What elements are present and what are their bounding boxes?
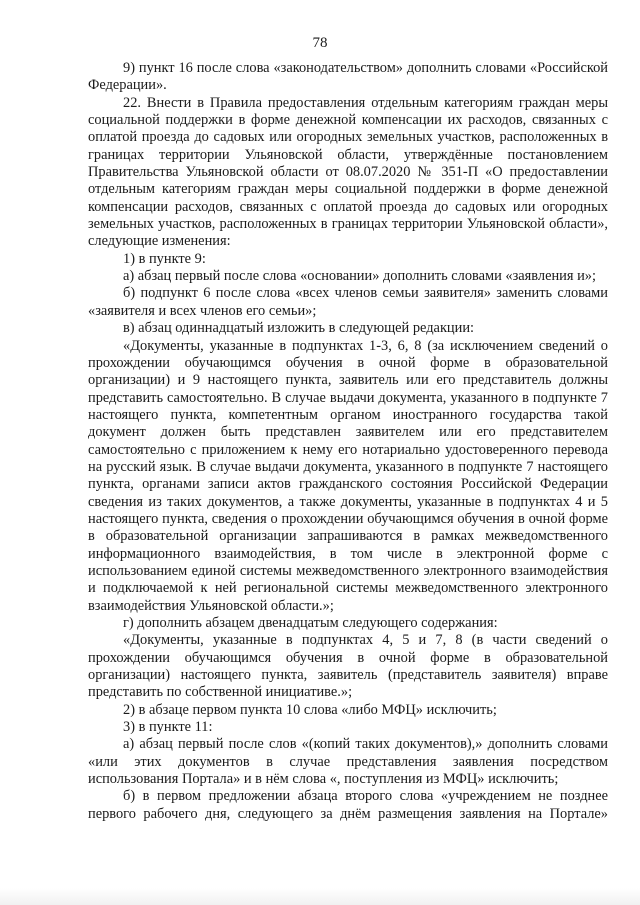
paragraph-subitem-v: в) абзац одиннадцатый изложить в следующей редакции: <box>123 320 475 337</box>
paragraph-point-1: 1) в пункте 9: <box>123 250 206 267</box>
document-body <box>88 60 608 823</box>
paragraph-subitem-b: б) подпункт 6 после слова «всех членов семьи заявителя» заменить словами «заявителя и всех членов его семьи»; <box>88 285 608 319</box>
paragraph-item-9: 9) пункт 16 после слова «законодательством» дополнить словами «Российской Федерации». <box>88 60 608 94</box>
paragraph-point-3: 3) в пункте 11: <box>123 719 213 736</box>
paragraph-point-2: 2) в абзаце первом пункта 10 слова «либо МФЦ» исключить; <box>123 701 497 718</box>
paragraph-subitem-a: а) абзац первый после слова «основании» дополнить словами «заявления и»; <box>123 268 596 285</box>
page-number: 78 <box>312 35 328 51</box>
paragraph-quote-documents: «Документы, указанные в подпунктах 1-3, 6, 8 (за исключением сведений о прохождении обучающимся обучения в очной форме в образовательной организации) и 9 настоящего пункта, заявитель или его представитель должны представить самостоятельно. В случае выдачи документа, указанного в подпункте 7 настоящего пункта, компетентным органом иностранного государства такой документ должен быть представлен заявителем или его представителем самостоятельно с приложением к нему его нотариально удостоверенного перевода на русский язык. В случае выдачи документа, указанного в подпункте 7 настоящего пункта, органами записи актов гражданского состояния Российской Федерации сведения из таких документов, а также документы, указанные в подпунктах 4 и 5 настоящего пункта, сведения о прохождении обучающимся обучения в очной форме в образовательной организации запрашиваются в рамках межведомственного информационного взаимодействия, в том числе в электронной форме с использованием единой системы межведомственного электронного взаимодействия и подключаемой к ней региональной системы межведомственного электронного взаимодействия Ульяновской области.»; <box>88 337 608 614</box>
paragraph-section-22: 22. Внести в Правила предоставления отдельным категориям граждан меры социальной поддержки в форме денежной компенсации их расходов, связанных с оплатой проезда до садовых или огородных земельных участков, расположенных в границах территории Ульяновской области, утверждённые постановлением Правительства Ульяновской области от 08.07.2020 № 351-П «О предоставлении отдельным категориям граждан меры социальной поддержки в форме денежной компенсации расходов, связанных с оплатой проезда до садовых или огородных земельных участков, расположенных в границах территории Ульяновской области», следующие изменения: <box>88 94 608 250</box>
paragraph-quote-initiative: «Документы, указанные в подпунктах 4, 5 и 7, 8 (в части сведений о прохождении обучающимся обучения в очной форме в образовательной организации) настоящего пункта, заявитель (представитель заявителя) вправе представить по собственной инициативе.»; <box>88 632 608 701</box>
paragraph-subitem-a-portal: а) абзац первый после слов «(копий таких документов),» дополнить словами «или этих документов в случае представления заявления посредством использования Портала» и в нём слова «, поступления из МФЦ» исключить; <box>88 736 608 788</box>
scan-bottom-edge <box>0 888 640 905</box>
paragraph-subitem-g: г) дополнить абзацем двенадцатым следующего содержания: <box>123 615 498 631</box>
paragraph-subitem-b-portal: б) в первом предложении абзаца второго слова «учреждением не позднее первого рабочего дня, следующего за днём размещения заявления на Портале» <box>88 788 608 822</box>
